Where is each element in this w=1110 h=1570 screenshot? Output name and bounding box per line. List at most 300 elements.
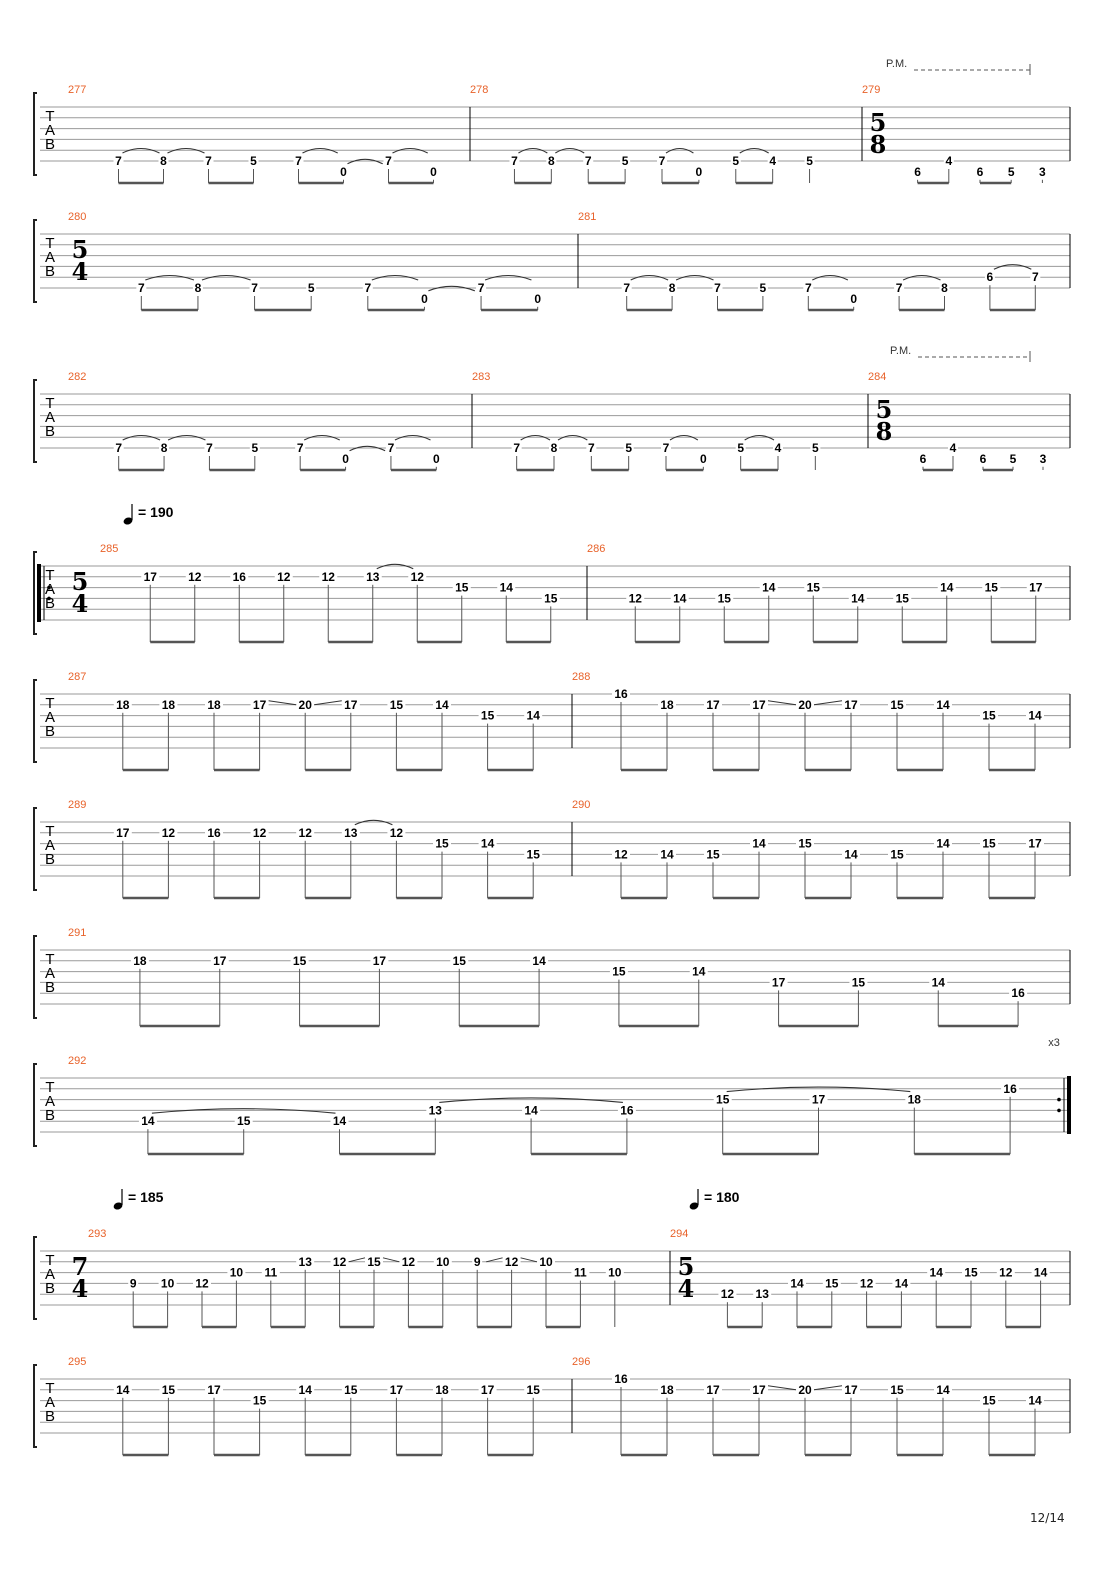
fret-number: 10 [608, 1265, 622, 1280]
slide-line [314, 701, 342, 705]
fret-number: 18 [660, 1382, 674, 1397]
fret-number: 15 [435, 836, 449, 851]
fret-number: 10 [160, 1276, 175, 1291]
fret-number: 14 [762, 580, 776, 595]
fret-number: 7 [513, 441, 521, 455]
measure-number: 287 [68, 671, 87, 683]
tab-system [34, 1365, 1070, 1455]
fret-number: 14 [894, 1276, 909, 1291]
fret-number: 15 [344, 1382, 358, 1397]
fret-number: 15 [716, 1092, 730, 1107]
measure-number: 283 [472, 371, 491, 383]
fret-number: 14 [499, 580, 513, 595]
time-signature-top: 5 [677, 1252, 695, 1281]
slide-line [269, 701, 297, 705]
fret-number: 12 [859, 1276, 874, 1291]
fret-number: 16 [232, 569, 246, 584]
slide-line [768, 701, 796, 705]
fret-number: 6 [986, 270, 994, 285]
fret-number: 5 [1007, 164, 1015, 179]
slide-line [486, 1258, 502, 1262]
tab-clef-letter: B [44, 423, 56, 440]
tab-clef-letter: A [44, 965, 56, 982]
fret-number: 15 [890, 847, 904, 862]
fret-number: 17 [844, 697, 858, 712]
fret-number: 15 [455, 580, 469, 595]
fret-number: 17 [1028, 836, 1042, 851]
fret-number: 9 [473, 1254, 481, 1269]
tie-arc [812, 276, 848, 281]
fret-number: 8 [941, 281, 948, 295]
time-signature-top: 7 [71, 1252, 89, 1281]
fret-number: 15 [806, 580, 820, 595]
fret-number: 14 [141, 1114, 155, 1129]
fret-number: 11 [574, 1265, 587, 1280]
fret-number: 12 [720, 1287, 735, 1302]
fret-number: 7 [658, 154, 666, 168]
fret-number: 15 [717, 591, 731, 606]
fret-number: 7 [511, 154, 518, 168]
time-signature-bottom: 4 [71, 589, 89, 618]
repeat-dot [1057, 1098, 1061, 1102]
palm-mute-label: P.M. [886, 58, 908, 70]
time-signature-top: 5 [71, 567, 89, 596]
tie-arc [152, 1109, 336, 1114]
tie-arc [372, 276, 418, 281]
fret-number: 15 [526, 847, 540, 862]
measure-number: 291 [68, 927, 87, 939]
fret-number: 14 [931, 975, 945, 990]
fret-number: 16 [1003, 1081, 1017, 1096]
tie-arc [666, 149, 693, 154]
tab-clef-letter: A [44, 709, 56, 726]
tab-clef-letter: T [45, 395, 55, 412]
tab-clef-letter: T [45, 823, 55, 840]
fret-number: 18 [907, 1092, 921, 1107]
fret-number: 18 [660, 697, 674, 712]
fret-number: 14 [660, 847, 674, 862]
fret-number: 18 [435, 1382, 449, 1397]
fret-number: 15 [526, 1382, 540, 1397]
fret-number: 15 [389, 697, 404, 712]
fret-number: 17 [752, 697, 766, 712]
measure-number: 280 [68, 211, 87, 223]
tab-system [34, 1064, 1071, 1154]
tie-arc [393, 149, 428, 154]
fret-number: 13 [428, 1103, 442, 1118]
tab-clef-letter: B [44, 136, 56, 153]
fret-number: 14 [298, 1382, 312, 1397]
fret-number: 14 [673, 591, 687, 606]
fret-number: 7 [584, 154, 592, 168]
fret-number: 17 [1029, 580, 1043, 595]
fret-number: 15 [964, 1265, 978, 1280]
fret-number: 5 [307, 281, 315, 295]
fret-number: 7 [296, 441, 304, 455]
tab-clef-letter: T [45, 1380, 55, 1397]
fret-number: 15 [982, 1393, 996, 1408]
fret-number: 17 [706, 697, 720, 712]
measure-number: 277 [68, 84, 87, 96]
fret-number: 6 [914, 164, 921, 179]
tie-arc [348, 159, 383, 164]
fret-number: 7 [115, 441, 123, 455]
fret-number: 12 [195, 1276, 209, 1291]
tie-arc [518, 149, 547, 154]
fret-number: 12 [389, 825, 404, 840]
fret-number: 13 [298, 1254, 312, 1269]
system-bracket [34, 552, 37, 634]
measure-number: 294 [670, 1228, 689, 1240]
system-bracket [34, 1237, 37, 1319]
fret-number: 17 [771, 975, 786, 990]
measure-number: 293 [88, 1228, 107, 1240]
fret-number: 7 [385, 154, 392, 168]
fret-number: 17 [143, 569, 157, 584]
tie-arc [202, 276, 251, 281]
fret-number: 14 [752, 836, 766, 851]
fret-number: 7 [206, 441, 213, 455]
tab-clef-letter: T [45, 108, 55, 125]
tab-clef-letter: A [44, 581, 56, 598]
fret-number: 7 [587, 441, 595, 455]
tab-clef-letter: A [44, 249, 56, 266]
fret-number: 6 [919, 451, 927, 466]
tab-clef-letter: T [45, 1079, 55, 1096]
fret-number: 5 [806, 154, 813, 168]
fret-number: 16 [614, 687, 628, 701]
fret-number: 8 [550, 441, 558, 455]
fret-number: 17 [844, 1382, 858, 1397]
fret-number: 16 [614, 1372, 628, 1386]
fret-number: 16 [207, 825, 221, 840]
tab-clef-letter: A [44, 1093, 56, 1110]
fret-number: 14 [1033, 1265, 1048, 1280]
fret-number: 6 [976, 164, 984, 179]
slide-line [383, 1258, 399, 1262]
slide-line [349, 1258, 365, 1262]
fret-number: 15 [706, 847, 720, 862]
tie-arc [740, 149, 769, 154]
fret-number: 8 [194, 281, 202, 295]
tie-arc [439, 1098, 623, 1103]
tab-clef-letter: B [44, 979, 56, 996]
fret-number: 5 [732, 154, 740, 168]
tab-clef-letter: B [44, 1280, 56, 1297]
fret-number: 14 [1028, 1393, 1042, 1408]
tie-arc [631, 276, 668, 281]
tie-arc [377, 564, 414, 569]
fret-number: 13 [755, 1287, 769, 1302]
fret-number: 4 [949, 441, 957, 455]
fret-number: 18 [207, 697, 221, 712]
tempo-value: = 190 [138, 504, 174, 520]
tab-clef-letter: B [44, 595, 56, 612]
tab-system [34, 680, 1070, 770]
fret-number: 17 [706, 1382, 720, 1397]
fret-number: 15 [480, 708, 495, 723]
time-signature-bottom: 4 [71, 257, 89, 286]
fret-number: 20 [798, 697, 812, 712]
fret-number: 8 [160, 441, 168, 455]
fret-number: 15 [237, 1114, 251, 1129]
tie-arc [145, 276, 194, 281]
time-signature-top: 5 [71, 235, 89, 264]
fret-number: 7 [1031, 270, 1039, 285]
fret-number: 15 [825, 1276, 839, 1291]
fret-number: 14 [1028, 708, 1042, 723]
fret-number: 18 [161, 697, 176, 712]
tab-clef-letter: T [45, 567, 55, 584]
fret-number: 20 [798, 1382, 812, 1397]
fret-number: 4 [774, 441, 782, 455]
fret-number: 14 [532, 953, 546, 968]
fret-number: 4 [769, 154, 777, 168]
fret-number: 0 [534, 291, 542, 306]
slide-line [521, 1258, 537, 1262]
fret-number: 8 [547, 154, 555, 168]
fret-number: 15 [984, 580, 998, 595]
fret-number: 15 [890, 697, 904, 712]
fret-number: 3 [1039, 451, 1047, 466]
tie-arc [745, 436, 774, 441]
fret-number: 11 [264, 1265, 278, 1280]
fret-number: 7 [295, 154, 302, 168]
fret-number: 14 [936, 836, 950, 851]
fret-number: 15 [851, 975, 866, 990]
fret-number: 7 [477, 281, 485, 295]
tie-arc [168, 149, 205, 154]
tab-clef-letter: T [45, 951, 55, 968]
time-signature-bottom: 4 [71, 1274, 89, 1303]
fret-number: 15 [982, 836, 996, 851]
fret-number: 7 [714, 281, 721, 295]
system-bracket [34, 1064, 37, 1146]
fret-number: 17 [207, 1382, 221, 1397]
fret-number: 0 [430, 164, 437, 179]
measure-number: 288 [572, 671, 591, 683]
tie-arc [521, 436, 550, 441]
tie-arc [670, 436, 698, 441]
fret-number: 7 [364, 281, 372, 295]
tab-clef-letter: T [45, 695, 55, 712]
fret-number: 13 [344, 825, 358, 840]
time-signature-top: 5 [875, 395, 893, 424]
fret-number: 10 [436, 1254, 450, 1269]
fret-number: 9 [129, 1276, 137, 1291]
fret-number: 17 [252, 697, 267, 712]
fret-number: 17 [752, 1382, 766, 1397]
time-signature-bottom: 4 [677, 1274, 695, 1303]
system-bracket [34, 680, 37, 762]
measure-number: 281 [578, 211, 597, 223]
tab-clef-letter: B [44, 851, 56, 868]
fret-number: 17 [116, 825, 130, 840]
fret-number: 14 [332, 1114, 347, 1129]
fret-number: 0 [695, 164, 703, 179]
fret-number: 5 [1009, 451, 1017, 466]
system-bracket [34, 808, 37, 890]
repeat-start-thick-bar [37, 564, 41, 622]
measure-number: 282 [68, 371, 87, 383]
fret-number: 13 [366, 569, 380, 584]
fret-number: 0 [340, 164, 347, 179]
fret-number: 7 [804, 281, 812, 295]
fret-number: 14 [692, 964, 706, 979]
measure-number: 286 [587, 543, 606, 555]
fret-number: 5 [759, 281, 767, 295]
fret-number: 14 [936, 1382, 950, 1397]
fret-number: 14 [844, 847, 858, 862]
fret-number: 14 [851, 591, 865, 606]
tab-clef-letter: B [44, 263, 56, 280]
tab-clef-letter: T [45, 235, 55, 252]
tie-arc [123, 436, 160, 441]
tie-arc [727, 1087, 911, 1092]
fret-number: 14 [936, 697, 950, 712]
fret-number: 12 [401, 1254, 416, 1269]
fret-number: 8 [160, 154, 167, 168]
system-bracket [34, 93, 37, 175]
time-signature-top: 5 [869, 108, 887, 137]
tempo-value: = 180 [704, 1189, 740, 1205]
fret-number: 16 [1011, 986, 1025, 1001]
fret-number: 0 [699, 451, 707, 466]
fret-number: 17 [372, 953, 387, 968]
fret-number: 18 [133, 953, 147, 968]
fret-number: 14 [790, 1276, 804, 1291]
tie-arc [395, 436, 431, 441]
fret-number: 12 [332, 1254, 347, 1269]
fret-number: 17 [213, 953, 227, 968]
fret-number: 7 [115, 154, 122, 168]
tab-clef-letter: A [44, 837, 56, 854]
fret-number: 12 [252, 825, 267, 840]
fret-number: 8 [668, 281, 676, 295]
fret-number: 20 [298, 697, 312, 712]
tab-clef-letter: B [44, 1107, 56, 1124]
fret-number: 7 [387, 441, 395, 455]
fret-number: 14 [940, 580, 954, 595]
slide-line [768, 1386, 796, 1390]
repeat-count: x3 [1048, 1037, 1060, 1049]
tie-arc [485, 276, 531, 281]
fret-number: 15 [161, 1382, 176, 1397]
system-bracket [34, 1365, 37, 1447]
fret-number: 4 [945, 154, 953, 168]
tab-clef-letter: B [44, 1408, 56, 1425]
fret-number: 14 [526, 708, 540, 723]
fret-number: 14 [116, 1382, 130, 1397]
fret-number: 12 [321, 569, 335, 584]
fret-number: 17 [389, 1382, 404, 1397]
fret-number: 17 [344, 697, 358, 712]
measure-number: 289 [68, 799, 87, 811]
tab-system [34, 936, 1070, 1026]
fret-number: 5 [251, 441, 259, 455]
slide-line [814, 1386, 842, 1390]
slide-line [814, 701, 842, 705]
fret-number: 12 [504, 1254, 519, 1269]
fret-number: 5 [737, 441, 745, 455]
tie-arc [355, 820, 393, 825]
tie-arc [350, 446, 386, 451]
fret-number: 15 [895, 591, 909, 606]
fret-number: 12 [188, 569, 202, 584]
fret-number: 14 [929, 1265, 943, 1280]
fret-number: 7 [662, 441, 670, 455]
fret-number: 0 [432, 451, 440, 466]
fret-number: 14 [435, 697, 449, 712]
tab-clef-letter: A [44, 122, 56, 139]
measure-number: 292 [68, 1055, 87, 1067]
fret-number: 15 [367, 1254, 381, 1269]
measure-number: 284 [868, 371, 887, 383]
fret-number: 12 [277, 569, 291, 584]
measure-number: 290 [572, 799, 591, 811]
tab-clef-letter: A [44, 1394, 56, 1411]
fret-number: 15 [452, 953, 466, 968]
measure-number: 295 [68, 1356, 87, 1368]
fret-number: 14 [524, 1103, 538, 1118]
fret-number: 15 [982, 708, 996, 723]
fret-number: 7 [205, 154, 212, 168]
fret-number: 6 [979, 451, 987, 466]
page-number: 12/14 [1030, 1511, 1065, 1525]
tab-clef-letter: A [44, 409, 56, 426]
fret-number: 0 [421, 291, 428, 306]
tie-arc [555, 149, 584, 154]
fret-number: 15 [252, 1393, 267, 1408]
time-signature-bottom: 8 [869, 130, 887, 159]
fret-number: 15 [890, 1382, 904, 1397]
fret-number: 15 [292, 953, 307, 968]
fret-number: 18 [116, 697, 130, 712]
tab-system [34, 808, 1070, 898]
tab-clef-letter: B [44, 723, 56, 740]
time-signature-bottom: 8 [875, 417, 893, 446]
fret-number: 14 [480, 836, 495, 851]
measure-number: 296 [572, 1356, 591, 1368]
fret-number: 17 [480, 1382, 495, 1397]
tab-clef-letter: A [44, 1266, 56, 1283]
tie-arc [994, 265, 1031, 270]
fret-number: 15 [798, 836, 812, 851]
tie-arc [303, 149, 338, 154]
fret-number: 5 [621, 154, 629, 168]
tie-arc [168, 436, 205, 441]
repeat-end-thick-bar [1067, 1076, 1071, 1134]
fret-number: 10 [539, 1254, 553, 1269]
fret-number: 3 [1039, 164, 1046, 179]
system-bracket [34, 220, 37, 302]
measure-number: 279 [862, 84, 881, 96]
fret-number: 0 [342, 451, 349, 466]
tie-arc [676, 276, 713, 281]
fret-number: 15 [612, 964, 626, 979]
tempo-value: = 185 [128, 1189, 164, 1205]
system-bracket [34, 936, 37, 1018]
fret-number: 12 [999, 1265, 1013, 1280]
fret-number: 15 [544, 591, 558, 606]
repeat-dot [1057, 1109, 1061, 1113]
tie-arc [304, 436, 340, 441]
fret-number: 10 [229, 1265, 244, 1280]
measure-number: 285 [100, 543, 119, 555]
tab-system [34, 220, 1070, 310]
tab-clef-letter: T [45, 1252, 55, 1269]
fret-number: 7 [623, 281, 631, 295]
